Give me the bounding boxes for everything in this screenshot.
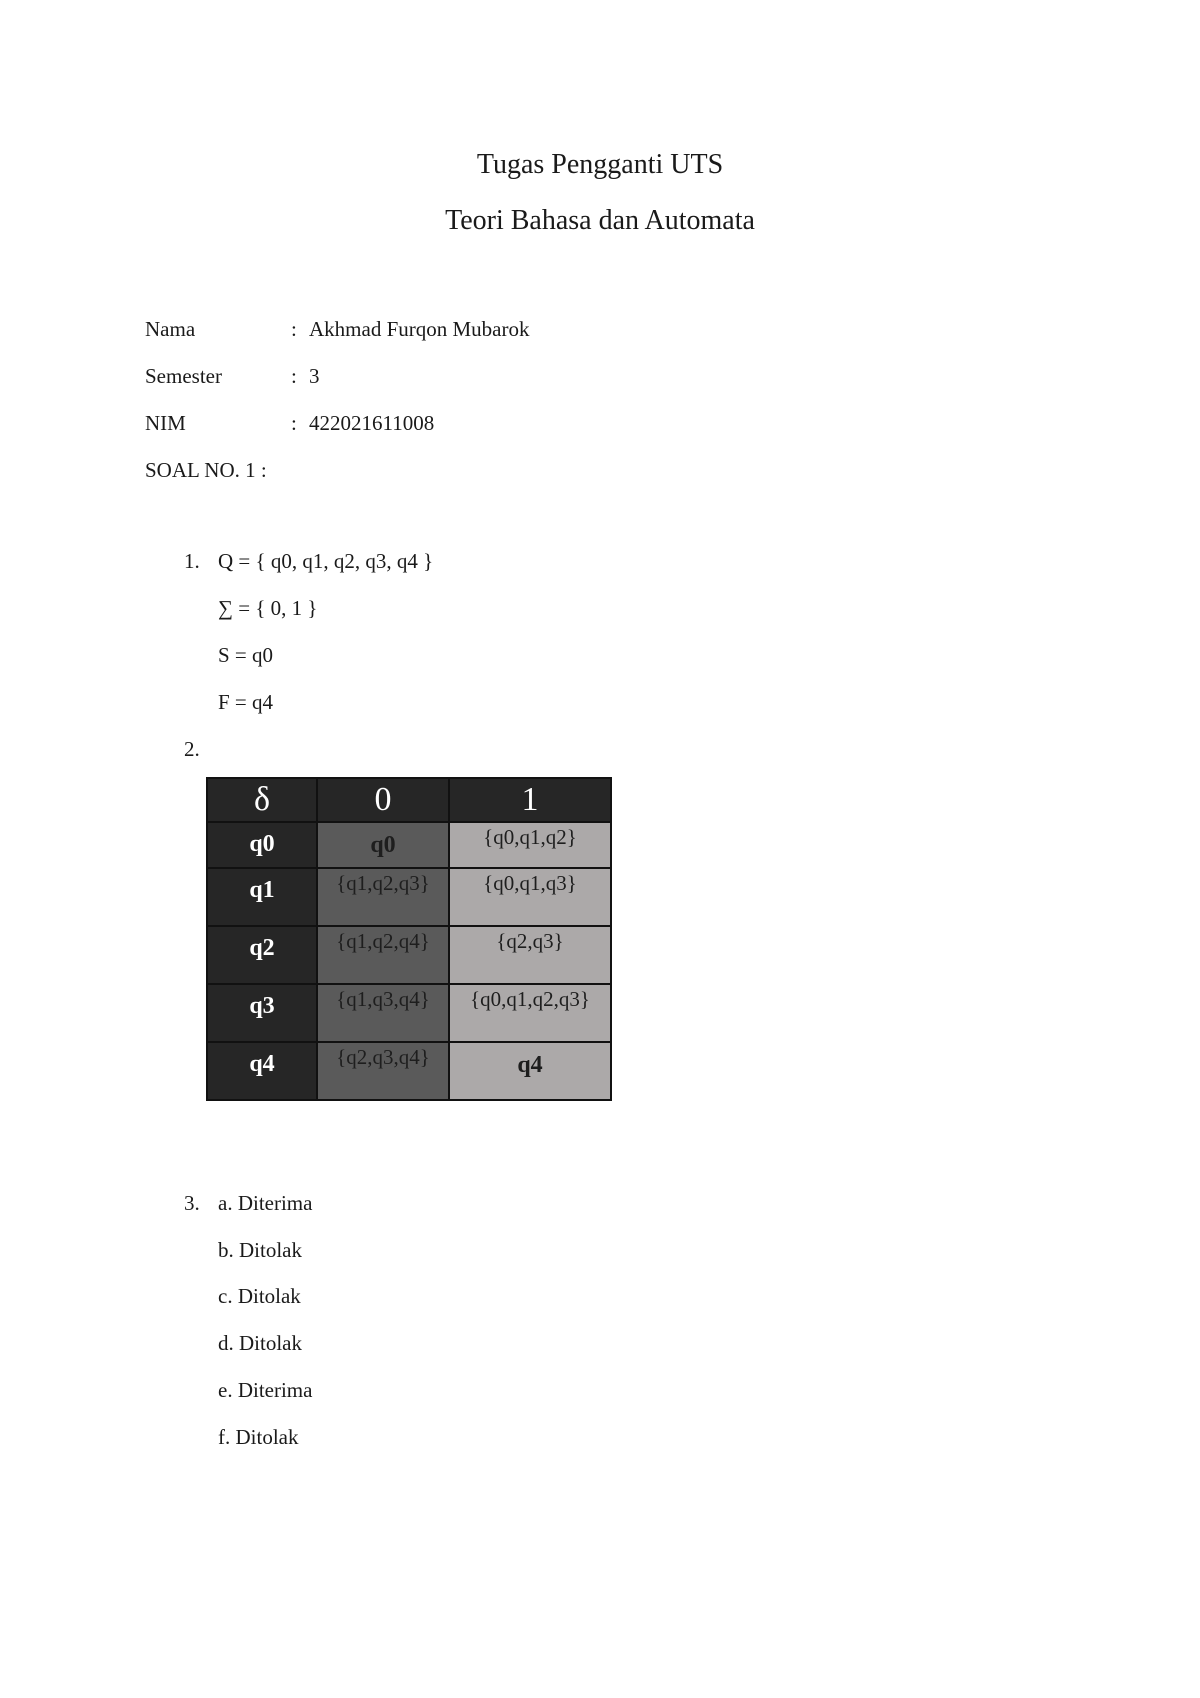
answer-1-final: F = q4 [218,690,274,714]
nim-colon: : [291,411,297,435]
answer-2-number: 2. [184,737,200,761]
question-heading: SOAL NO. 1 : [145,458,267,482]
table-row [207,822,611,868]
transition-cell-0: q0 [317,822,449,868]
header-delta: δ [207,778,317,822]
transition-cell-0 [317,1042,449,1100]
answer-3-item-f: f. Ditolak [218,1425,299,1449]
header-input-1: 1 [449,778,611,822]
transition-cell-0 [317,984,449,1042]
transition-cell-0 [317,868,449,926]
semester-label: Semester [145,364,222,388]
state-cell: q4 [207,1042,317,1100]
table-row [207,984,611,1042]
table-row [207,926,611,984]
transition-cell-1-text: {q0,q1,q2,q3} [470,987,590,1011]
transition-cell-0-text: {q1,q2,q4} [336,929,430,953]
name-label: Nama [145,317,196,341]
table-row [207,1042,611,1100]
state-cell: q2 [207,926,317,984]
table-header-row [207,778,611,822]
transition-cell-1 [449,984,611,1042]
answer-3-number: 3. [184,1191,200,1215]
answer-3-item-d: d. Ditolak [218,1331,302,1355]
transition-cell-0 [317,926,449,984]
answer-1-number: 1. [184,549,200,573]
transition-table [206,777,612,1101]
table-row [207,868,611,926]
transition-cell-1: {q0,q1,q3} [449,868,611,926]
answer-3-item-b: b. Ditolak [218,1238,302,1262]
document-subtitle: Teori Bahasa dan Automata [445,205,755,236]
transition-cell-0-text: {q1,q3,q4} [336,987,430,1011]
nim-value: 422021611008 [309,411,435,435]
answer-1-start: S = q0 [218,643,274,667]
semester-colon: : [291,364,297,388]
transition-cell-0-text: {q2,q3,q4} [336,1045,430,1069]
name-value: Akhmad Furqon Mubarok [309,317,530,341]
state-cell: q1 [207,868,317,926]
answer-1-states: Q = { q0, q1, q2, q3, q4 } [218,549,434,573]
answer-1-alphabet: ∑ = { 0, 1 } [218,596,318,620]
name-colon: : [291,317,297,341]
transition-cell-1: {q2,q3} [449,926,611,984]
answer-3-item-e: e. Diterima [218,1378,313,1402]
header-input-0: 0 [317,778,449,822]
state-cell: q3 [207,984,317,1042]
nim-label: NIM [145,411,186,435]
document-title: Tugas Pengganti UTS [476,149,724,180]
transition-cell-0-text: {q1,q2,q3} [336,871,430,895]
semester-value: 3 [309,364,320,388]
transition-cell-1: q4 [449,1042,611,1100]
answer-3-item-c: c. Ditolak [218,1284,301,1308]
answer-3-item-a: a. Diterima [218,1191,313,1215]
transition-cell-1: {q0,q1,q2} [449,822,611,868]
state-cell: q0 [207,822,317,868]
